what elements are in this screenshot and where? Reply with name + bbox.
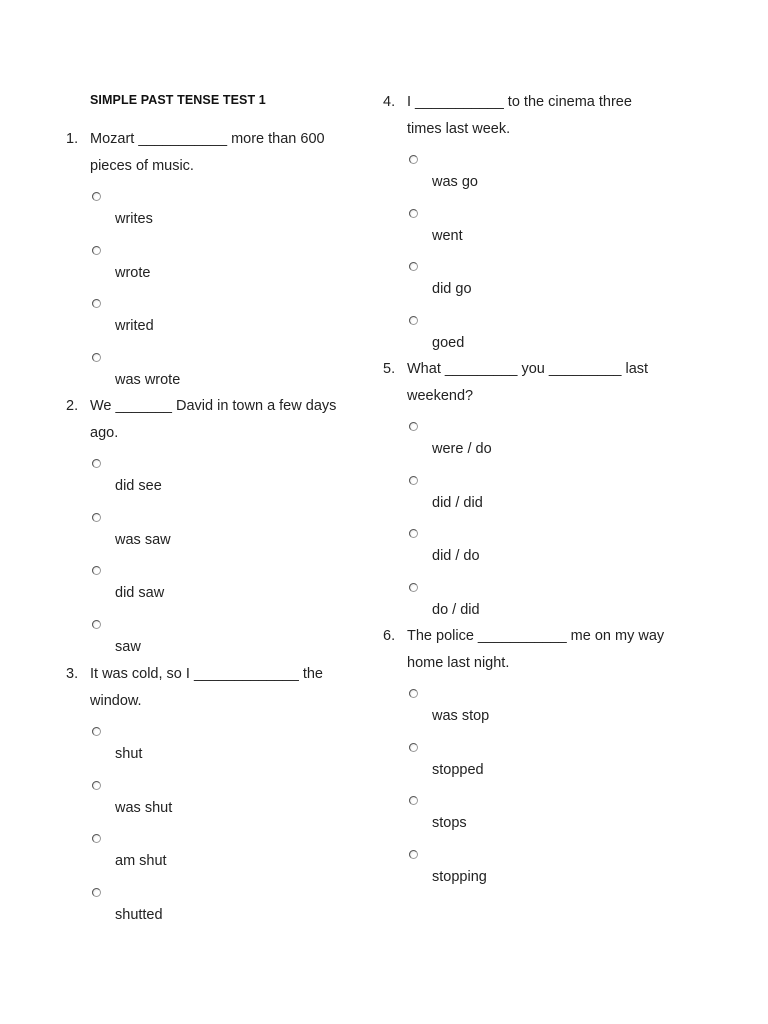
- radio-button-icon[interactable]: [92, 620, 101, 629]
- answer-option[interactable]: [383, 304, 703, 358]
- question-3: [66, 661, 366, 929]
- option-label: wrote: [115, 264, 151, 281]
- question-text: [90, 661, 366, 715]
- question-number: 6.: [383, 628, 396, 644]
- question-line: What _________ you _________ last: [407, 361, 649, 377]
- option-label: do / did: [432, 601, 480, 618]
- question-6: [383, 623, 703, 891]
- question-line: weekend?: [407, 388, 474, 404]
- answer-option[interactable]: [66, 822, 366, 876]
- radio-button-icon[interactable]: [92, 513, 101, 522]
- question-line: window.: [90, 693, 142, 709]
- option-label: did / did: [432, 494, 483, 511]
- option-label: was wrote: [115, 371, 181, 388]
- radio-button-icon[interactable]: [409, 316, 418, 325]
- question-line: The police ___________ me on my way: [407, 628, 665, 644]
- radio-button-icon[interactable]: [92, 834, 101, 843]
- answer-option[interactable]: [66, 608, 366, 662]
- answer-option[interactable]: [66, 554, 366, 608]
- question-line: times last week.: [407, 121, 511, 137]
- option-label: were / do: [432, 441, 492, 457]
- option-label: shut: [115, 746, 143, 762]
- page-title: SIMPLE PAST TENSE TEST 1: [90, 93, 266, 107]
- radio-button-icon[interactable]: [409, 262, 418, 271]
- option-label: went: [432, 227, 463, 244]
- radio-button-icon[interactable]: [409, 209, 418, 218]
- answer-option[interactable]: [66, 715, 366, 769]
- question-number: 4.: [383, 94, 396, 110]
- question-line: home last night.: [407, 655, 510, 671]
- radio-button-icon[interactable]: [92, 888, 101, 897]
- radio-button-icon[interactable]: [92, 781, 101, 790]
- answer-option[interactable]: [66, 501, 366, 555]
- answer-option[interactable]: [66, 769, 366, 823]
- option-label: did / do: [432, 548, 480, 564]
- option-label: was go: [432, 174, 478, 190]
- answer-option[interactable]: [383, 677, 703, 731]
- option-label: was stop: [432, 708, 490, 724]
- option-label: was saw: [115, 531, 171, 548]
- question-line: I ___________ to the cinema three: [407, 94, 632, 110]
- answer-option[interactable]: [66, 341, 366, 395]
- radio-button-icon[interactable]: [92, 299, 101, 308]
- option-label: stops: [432, 815, 467, 831]
- answer-option[interactable]: [66, 447, 366, 501]
- radio-button-icon[interactable]: [409, 796, 418, 805]
- answer-option[interactable]: [383, 517, 703, 571]
- radio-button-icon[interactable]: [409, 422, 418, 431]
- question-line: ago.: [90, 425, 119, 441]
- question-5: [383, 356, 703, 624]
- radio-button-icon[interactable]: [92, 459, 101, 468]
- option-label: shutted: [115, 906, 163, 923]
- answer-option[interactable]: [66, 287, 366, 341]
- answer-option[interactable]: [383, 838, 703, 892]
- option-label: stopping: [432, 868, 487, 885]
- question-1: [66, 126, 366, 394]
- option-label: did see: [115, 478, 162, 494]
- radio-button-icon[interactable]: [409, 743, 418, 752]
- answer-option[interactable]: [383, 410, 703, 464]
- option-label: goed: [432, 334, 465, 351]
- radio-button-icon[interactable]: [92, 246, 101, 255]
- answer-option[interactable]: [66, 234, 366, 288]
- answer-option[interactable]: [383, 197, 703, 251]
- option-label: am shut: [115, 853, 167, 869]
- question-number: 2.: [66, 398, 79, 414]
- radio-button-icon[interactable]: [92, 353, 101, 362]
- answer-option[interactable]: [66, 876, 366, 930]
- answer-option[interactable]: [383, 731, 703, 785]
- radio-button-icon[interactable]: [92, 566, 101, 575]
- question-text: [407, 623, 703, 677]
- question-4: [383, 89, 703, 357]
- radio-button-icon[interactable]: [409, 850, 418, 859]
- answer-option[interactable]: [383, 571, 703, 625]
- radio-button-icon[interactable]: [92, 727, 101, 736]
- question-line: pieces of music.: [90, 158, 194, 174]
- radio-button-icon[interactable]: [409, 155, 418, 164]
- radio-button-icon[interactable]: [409, 583, 418, 592]
- question-line: It was cold, so I _____________ the: [90, 666, 323, 682]
- option-label: did go: [432, 281, 472, 297]
- answer-option[interactable]: [383, 464, 703, 518]
- option-label: was shut: [115, 799, 173, 816]
- question-number: 5.: [383, 361, 396, 377]
- option-label: did saw: [115, 585, 165, 601]
- answer-option[interactable]: [66, 180, 366, 234]
- answer-option[interactable]: [383, 250, 703, 304]
- option-label: stopped: [432, 761, 484, 778]
- question-line: Mozart ___________ more than 600: [90, 131, 325, 147]
- answer-option[interactable]: [383, 784, 703, 838]
- radio-button-icon[interactable]: [409, 689, 418, 698]
- option-label: writes: [115, 211, 153, 227]
- radio-button-icon[interactable]: [409, 476, 418, 485]
- question-text: [407, 356, 703, 410]
- option-label: writed: [115, 318, 154, 334]
- question-text: [407, 89, 703, 143]
- answer-option[interactable]: [383, 143, 703, 197]
- radio-button-icon[interactable]: [92, 192, 101, 201]
- radio-button-icon[interactable]: [409, 529, 418, 538]
- question-number: 1.: [66, 131, 79, 147]
- question-line: We _______ David in town a few days: [90, 398, 337, 414]
- option-label: saw: [115, 638, 141, 655]
- question-text: [90, 393, 366, 447]
- question-number: 3.: [66, 666, 79, 682]
- question-text: [90, 126, 366, 180]
- question-2: [66, 393, 366, 661]
